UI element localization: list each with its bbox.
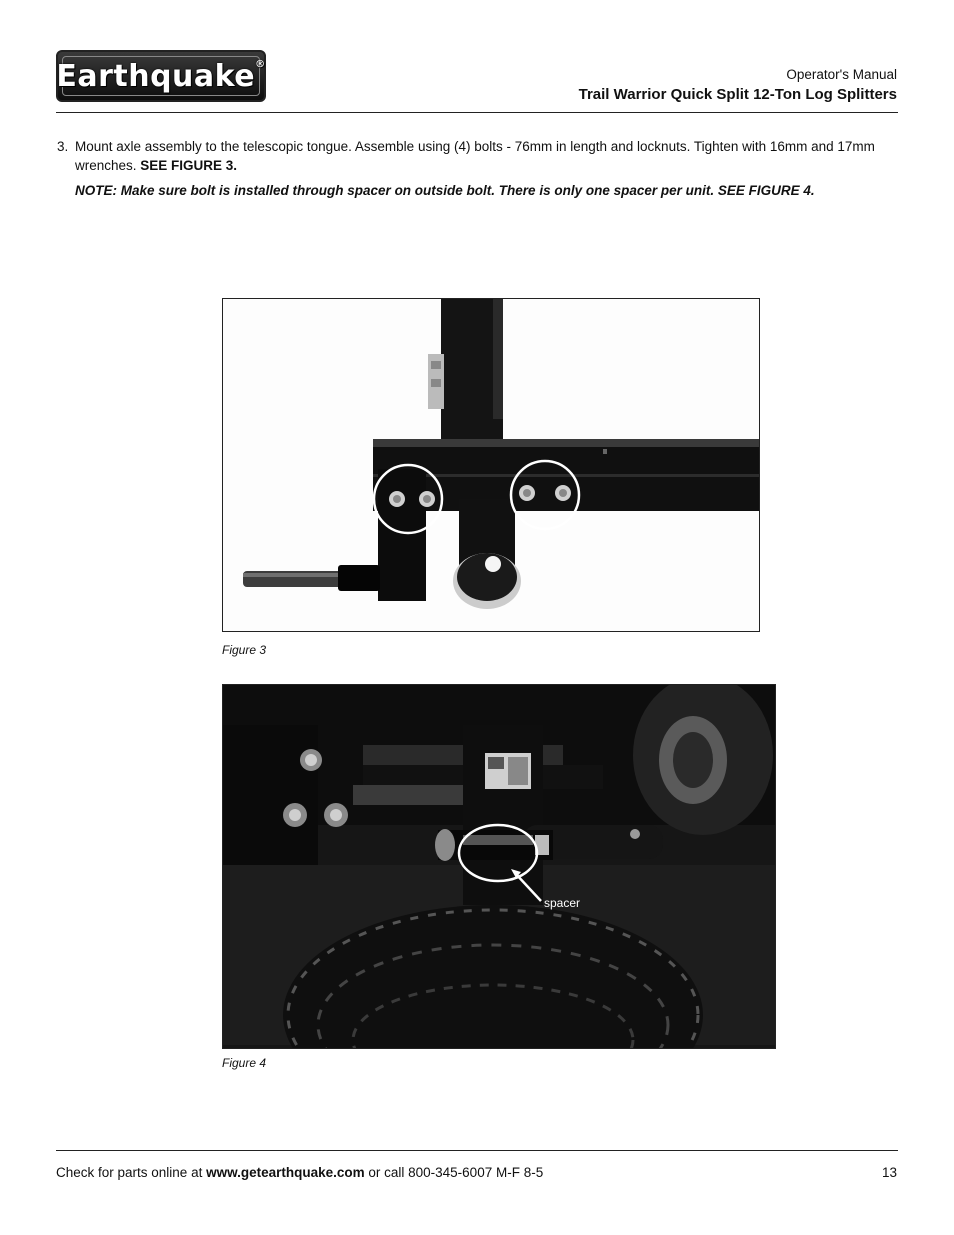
- registered-mark: ®: [255, 58, 266, 70]
- instruction-step: [57, 137, 899, 200]
- footer-prefix: Check for parts online at: [56, 1165, 207, 1180]
- figure-4-illustration: [223, 685, 775, 1048]
- figure-3-illustration: [223, 299, 759, 631]
- footer-rule: [56, 1150, 898, 1151]
- step-number: 3.: [57, 139, 69, 154]
- step-body: [75, 137, 899, 175]
- step-note: NOTE: Make sure bolt is installed through spacer on outside bolt. There is only one spacer per unit. SEE FIGURE 4.: [75, 183, 815, 198]
- footer-url[interactable]: www.getearthquake.com: [206, 1165, 365, 1180]
- spacer-callout-label: spacer: [544, 896, 581, 910]
- logo-text: Earthquake®: [56, 58, 266, 94]
- figure-4-caption: Figure 4: [222, 1056, 267, 1070]
- header-rule: [56, 112, 898, 113]
- figure-4-photo: [222, 684, 776, 1049]
- figure-3-photo: [222, 298, 760, 632]
- footer-suffix: or call 800-345-6007 M-F 8-5: [364, 1165, 544, 1180]
- manual-label: Operator's Manual: [786, 67, 897, 82]
- page-number: 13: [881, 1165, 897, 1180]
- earthquake-logo: [56, 50, 266, 102]
- step-figure-ref: SEE FIGURE 3.: [140, 158, 238, 173]
- footer-text: [56, 1165, 543, 1180]
- step-text: Mount axle assembly to the telescopic tongue. Assemble using (4) bolts - 76mm in length and locknuts. Tighten with 16mm and 17mm wrenches.: [75, 139, 875, 173]
- figure-3-caption: Figure 3: [222, 643, 267, 657]
- product-title: Trail Warrior Quick Split 12-Ton Log Splitters: [578, 86, 897, 103]
